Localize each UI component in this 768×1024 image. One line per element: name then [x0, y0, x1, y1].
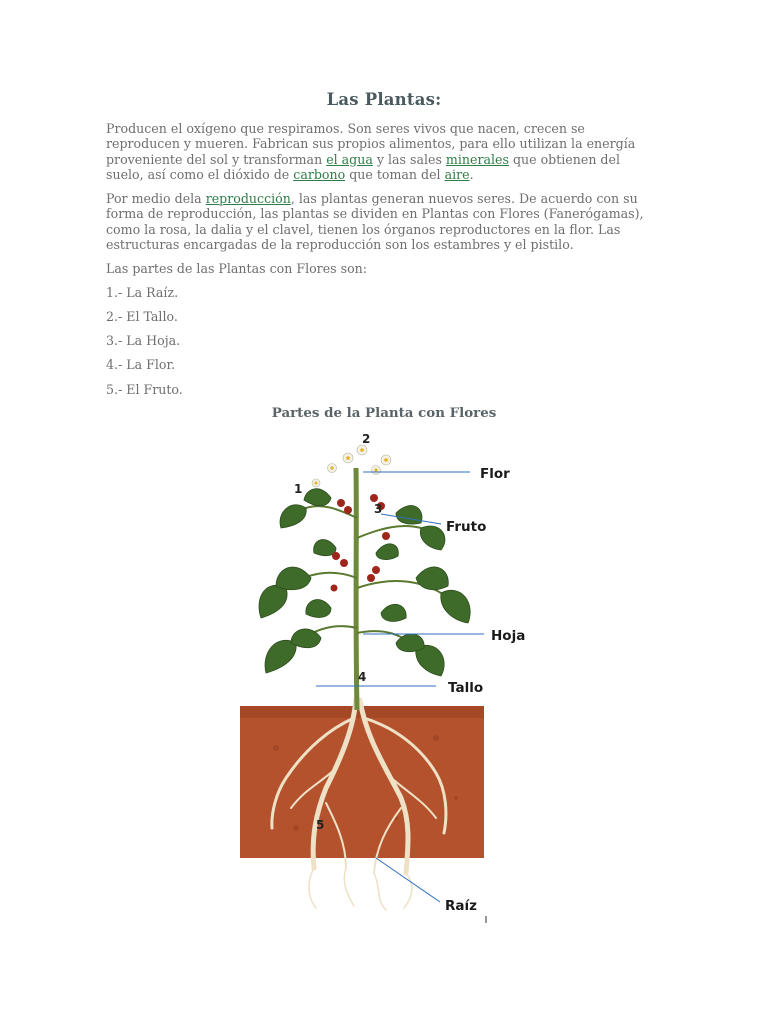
repro-text-1: Por medio dela — [106, 191, 206, 206]
number-5: 5 — [316, 818, 325, 832]
label-fruto: Fruto — [446, 519, 487, 535]
number-2: 2 — [362, 432, 371, 446]
label-flor: Flor — [480, 466, 510, 482]
intro-text-2: y las sales — [372, 151, 446, 167]
list-item: 3.- La Hoja. — [106, 333, 181, 348]
intro-paragraph — [106, 121, 646, 183]
intro-text-4: que toman del — [345, 167, 445, 183]
label-hoja: Hoja — [491, 628, 526, 644]
number-3: 3 — [374, 502, 383, 516]
number-4: 4 — [358, 670, 367, 684]
stem — [356, 468, 357, 710]
flowers — [312, 445, 391, 487]
list-item: 1.- La Raíz. — [106, 285, 179, 300]
link-carbono[interactable]: carbono — [293, 167, 346, 183]
list-item: 5.- El Fruto. — [106, 382, 183, 397]
link-minerales[interactable]: minerales — [445, 151, 509, 167]
list-item: 2.- El Tallo. — [106, 309, 178, 324]
intro-text-3: que obtienen del suelo, así como el dióxido de — [106, 151, 620, 183]
reproduction-paragraph — [106, 191, 646, 253]
link-el-agua[interactable]: el agua — [326, 151, 373, 167]
list-item: 4.- La Flor. — [106, 357, 176, 372]
plant-illustration — [236, 428, 536, 928]
parts-intro: Las partes de las Plantas con Flores son: — [106, 261, 368, 276]
leaves — [259, 489, 470, 676]
soil-block — [240, 706, 484, 858]
link-aire[interactable]: aire — [444, 167, 470, 183]
figure-title: Partes de la Planta con Flores — [271, 405, 497, 421]
label-raiz: Raíz — [445, 898, 477, 914]
number-1: 1 — [294, 482, 303, 496]
link-reproduccion[interactable]: reproducción — [205, 191, 291, 206]
intro-text-1: Producen el oxígeno que respiramos. Son seres vivos que nacen, crecen se reproducen y mueren. Fabrican sus propios alimentos, para ello utilizan la energía proveniente del sol y transforman — [106, 121, 636, 167]
plant-diagram — [236, 428, 536, 928]
intro-text-5: . — [469, 167, 474, 183]
label-tallo: Tallo — [448, 680, 484, 696]
page-title: Las Plantas: — [326, 90, 442, 109]
repro-text-2: , las plantas generan nuevos seres. De acuerdo con su forma de reproducción, las plantas se dividen en Plantas con Flores (Fanerógamas), como la rosa, la dalia y el clavel, tienen los órganos reproductores en la flor. Las estructuras encargadas de la reproducción son los estambres y el pistilo. — [106, 191, 644, 253]
